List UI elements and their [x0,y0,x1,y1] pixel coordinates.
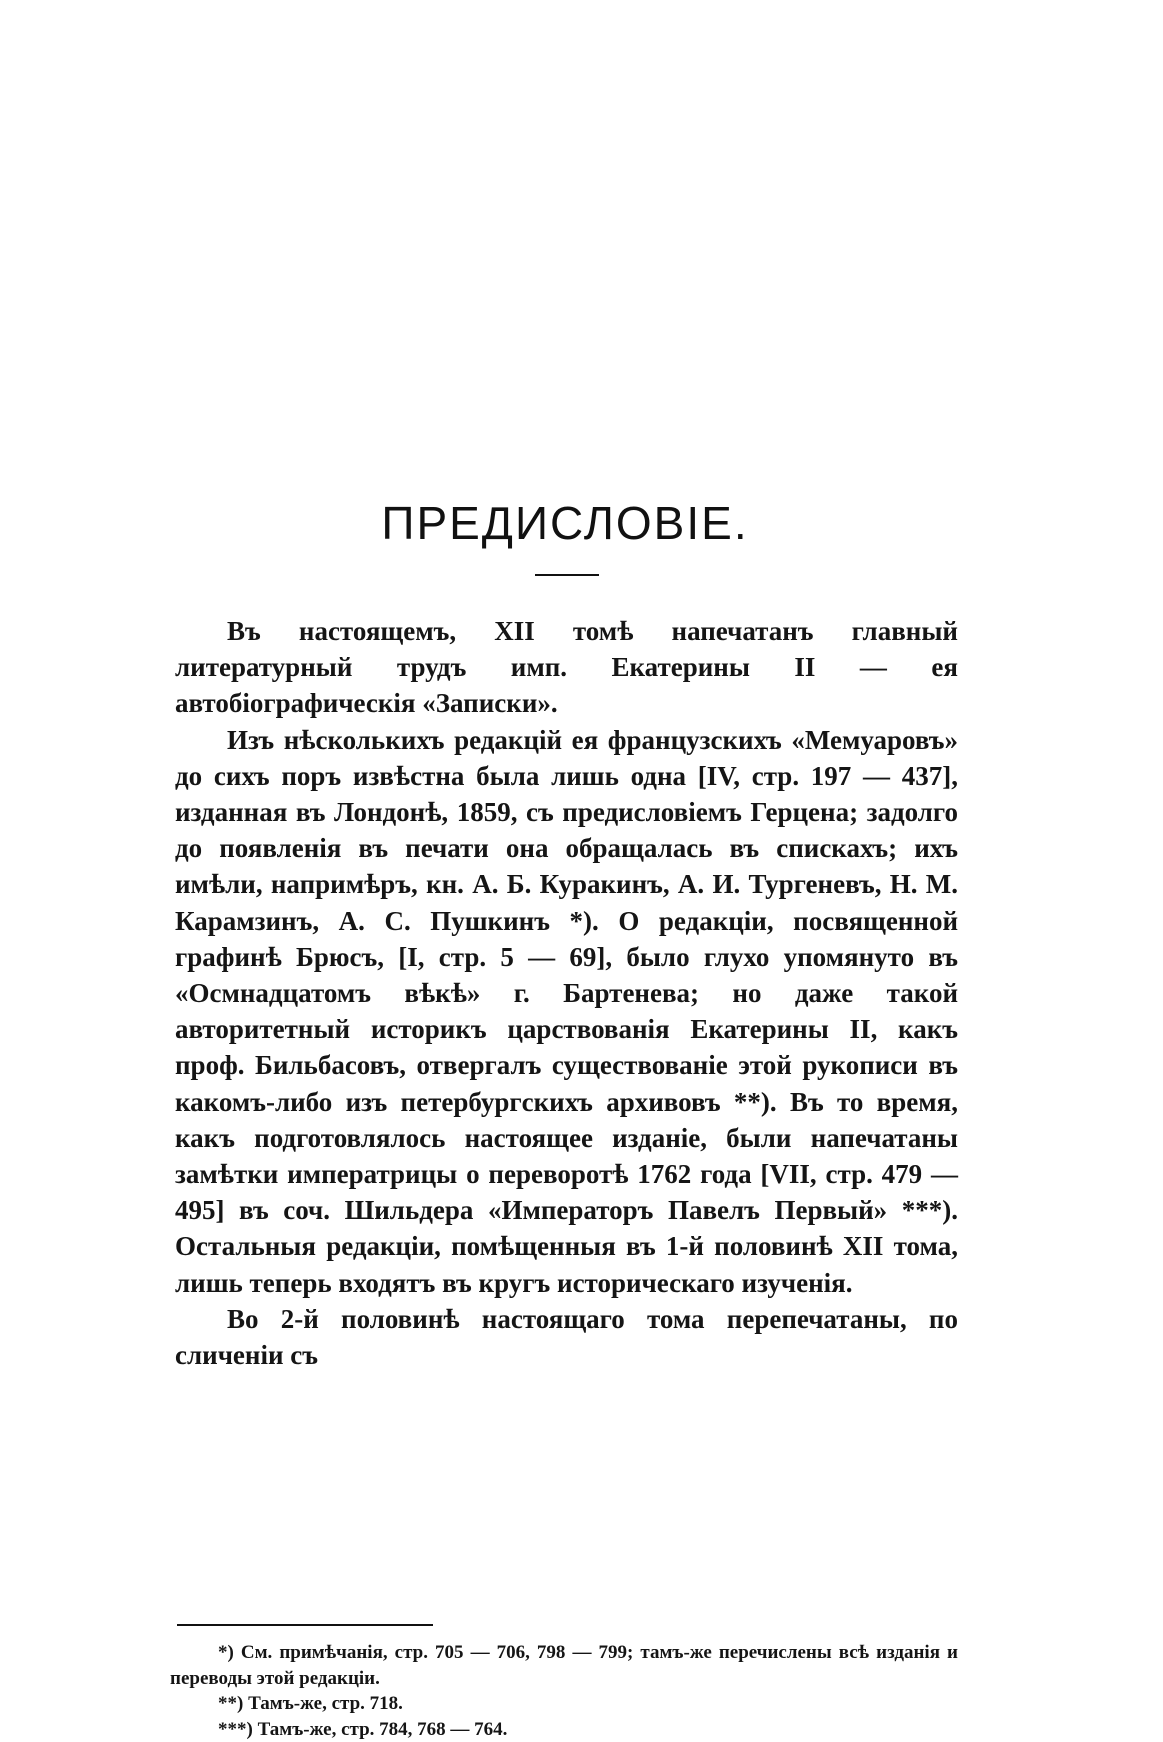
main-text [175,613,958,1373]
footnote-3: ***) Тамъ-же, стр. 784, 768 — 764. [170,1717,958,1742]
paragraph-2: Изъ нѣсколькихъ редакцій ея французскихъ «Мемуаровъ» до сихъ поръ извѣстна была лишь одна [IV, стр. 197 — 437], изданная въ Лондонѣ, 1859, съ предисловіемъ Герцена; задолго до появленія въ печати она обращалась въ спискахъ; ихъ имѣли, напримѣръ, кн. А. Б. Куракинъ, А. И. Тургеневъ, Н. М. Карамзинъ, А. С. Пушкинъ *). О редакціи, посвященной графинѣ Брюсъ, [I, стр. 5 — 69], было глухо упомянуто въ «Осмнадцатомъ вѣкѣ» г. Бартенева; но даже такой авторитетный историкъ царствованія Екатерины II, какъ проф. Бильбасовъ, отвергалъ существованіе этой рукописи въ какомъ-либо изъ петербургскихъ архивовъ **). Въ то время, какъ подготовлялось настоящее изданіе, были напечатаны замѣтки императрицы о переворотѣ 1762 года [VII, стр. 479 — 495] въ соч. Шильдера «Императоръ Павелъ Первый» ***). Остальныя редакціи, помѣщенныя въ 1-й половинѣ XII тома, лишь теперь входятъ въ кругъ историческаго изученія. [175,722,958,1301]
footnote-2: **) Тамъ-же, стр. 718. [170,1691,958,1717]
paragraph-3: Во 2-й половинѣ настоящаго тома перепечатаны, по сличеніи съ [175,1301,958,1373]
paragraph-1: Въ настоящемъ, XII томѣ напечатанъ главный литературный трудъ имп. Екатерины II — ея автобіографическія «Записки». [175,613,958,722]
title-divider [535,574,599,576]
footnote-1: *) См. примѣчанія, стр. 705 — 706, 798 — 799; тамъ-же перечислены всѣ изданія и переводы этой редакціи. [170,1640,958,1691]
footnotes [170,1640,958,1742]
footnote-divider [177,1624,433,1626]
page-title: ПРЕДИСЛОВІЕ. [0,496,1130,550]
